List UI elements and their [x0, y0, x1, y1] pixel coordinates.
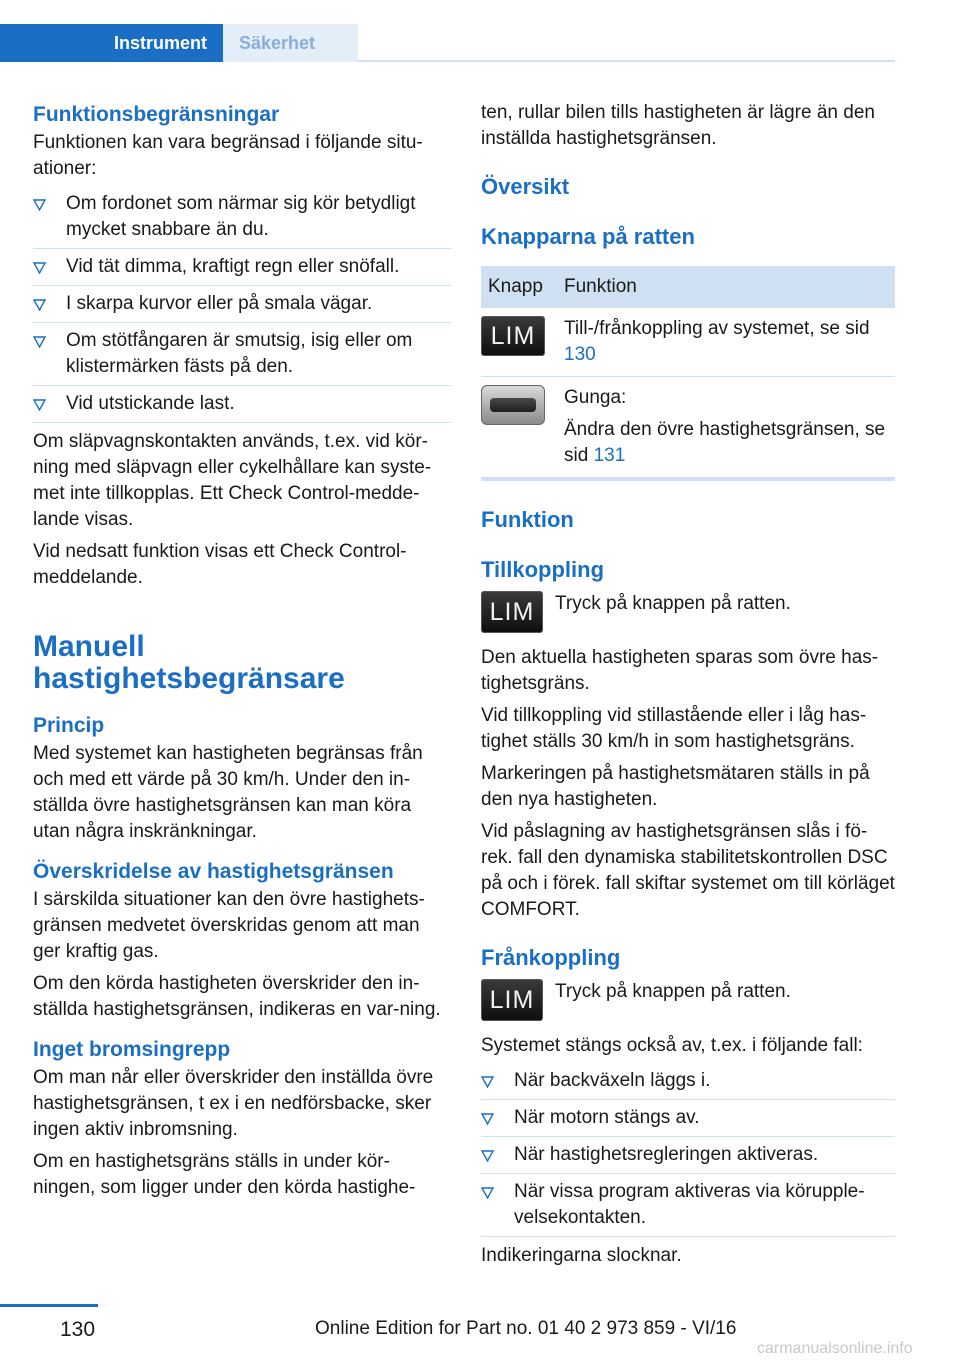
- row-text: Till-/frånkoppling av systemet, se sid: [564, 318, 870, 339]
- paragraph-off-2: Indikeringarna slocknar.: [481, 1245, 682, 1266]
- triangle-bullet-icon: [481, 1106, 495, 1132]
- page-link-131[interactable]: 131: [593, 445, 626, 466]
- lim-button-icon: LIM: [481, 979, 543, 1021]
- footer-rule: [0, 1304, 98, 1307]
- table-cell-function: [564, 316, 895, 368]
- triangle-bullet-icon: [33, 392, 47, 418]
- table-cell-button: [481, 385, 564, 469]
- column-header-function: Funktion: [564, 276, 637, 297]
- list-item-text: När vissa program aktiveras via körupple-velsekontakten.: [514, 1181, 865, 1228]
- table-cell-function: [564, 385, 895, 469]
- list-item: [33, 386, 451, 423]
- right-column: [481, 100, 895, 1269]
- lim-button-icon: LIM: [481, 316, 545, 356]
- heading-exceed: Överskridelse av hastighetsgränsen: [33, 860, 394, 883]
- list-item: [481, 1100, 895, 1137]
- page-number: 130: [60, 1318, 96, 1341]
- paragraph-limitations: Funktionen kan vara begränsad i följande situ-ationer:: [33, 132, 423, 179]
- paragraph-off-1: Systemet stängs också av, t.ex. i följande fall:: [481, 1035, 863, 1056]
- tab-sakerhet[interactable]: Säkerhet: [223, 24, 358, 62]
- row-text: Ändra den övre hastighetsgränsen, se sid: [564, 419, 886, 466]
- list-item-text: När motorn stängs av.: [514, 1107, 700, 1128]
- paragraph-on-2: Vid tillkoppling vid stillastående eller i låg has-tighet ställs 30 km/h in som hastighetsgräns.: [481, 705, 867, 752]
- triangle-bullet-icon: [33, 329, 47, 355]
- triangle-bullet-icon: [33, 192, 47, 218]
- table-cell-button: [481, 316, 564, 368]
- paragraph-trailer: Om släpvagnskontakten används, t.ex. vid kör-ning med släpvagn eller cykelhållare kan syste-met inte tillkopplas. Ett Check Control-medde-lande visas.: [33, 431, 432, 530]
- table-header: [481, 266, 895, 308]
- list-item: [33, 323, 451, 386]
- instruction-text: Tryck på knappen på ratten.: [555, 593, 791, 614]
- list-item: [481, 1063, 895, 1100]
- paragraph-continued: ten, rullar bilen tills hastigheten är lägre än den inställda hastighetsgränsen.: [481, 102, 875, 149]
- triangle-bullet-icon: [33, 292, 47, 318]
- header-tabs: [0, 24, 895, 62]
- heading-limitations: Funktionsbegränsningar: [33, 103, 280, 126]
- heading-principle: Princip: [33, 714, 105, 737]
- list-item-text: Om fordonet som närmar sig kör betydligt mycket snabbare än du.: [66, 193, 416, 240]
- paragraph-on-1: Den aktuella hastigheten sparas som övre has-tighetsgräns.: [481, 647, 879, 694]
- page-link-130[interactable]: 130: [564, 344, 596, 365]
- edition-note: Online Edition for Part no. 01 40 2 973 859 - VI/16: [315, 1318, 737, 1339]
- watermark: carmanualsonline.info: [757, 1340, 913, 1357]
- list-item: [33, 249, 451, 286]
- list-item-text: När backväxeln läggs i.: [514, 1070, 711, 1091]
- list-item-text: Vid tät dimma, kraftigt regn eller snöfall.: [66, 256, 400, 277]
- paragraph-exceed-1: I särskilda situationer kan den övre hastighets-gränsen medvetet överskridas genom att man ger kraftig gas.: [33, 889, 425, 962]
- left-column: [33, 100, 451, 1201]
- paragraph-on-4: Vid påslagning av hastighetsgränsen slås i fö-rek. fall den dynamiska stabilitetskontrollen DSC på och i förek. fall skiftar systemet om till körläget COMFORT.: [481, 821, 895, 920]
- switch-off-list: [481, 1063, 895, 1237]
- heading-function: Funktion: [481, 507, 574, 532]
- triangle-bullet-icon: [33, 255, 47, 281]
- list-item: [33, 186, 451, 249]
- heading-switch-off: Frånkoppling: [481, 945, 621, 970]
- table-row: [481, 308, 895, 377]
- tab-instrument[interactable]: Instrument: [0, 24, 223, 62]
- row-title: Gunga:: [564, 387, 627, 408]
- limitations-list: [33, 186, 451, 423]
- list-item-text: Om stötfångaren är smutsig, isig eller om klistermärken fästs på den.: [66, 330, 413, 377]
- list-item-text: När hastighetsregleringen aktiveras.: [514, 1144, 819, 1165]
- lim-button-icon: LIM: [481, 591, 543, 633]
- rocker-switch-icon: [481, 385, 545, 425]
- list-item-text: Vid utstickande last.: [66, 393, 235, 414]
- paragraph-reduced-function: Vid nedsatt funktion visas ett Check Control-meddelande.: [33, 541, 407, 588]
- switch-off-instruction: [481, 979, 895, 1021]
- paragraph-exceed-2: Om den körda hastigheten överskrider den in-ställda hastighetsgränsen, indikeras en var-ning.: [33, 973, 441, 1020]
- heading-wheel-buttons: Knapparna på ratten: [481, 224, 695, 249]
- list-item-text: I skarpa kurvor eller på smala vägar.: [66, 293, 373, 314]
- instruction-text: Tryck på knappen på ratten.: [555, 981, 791, 1002]
- column-header-button: Knapp: [488, 276, 543, 297]
- paragraph-principle: Med systemet kan hastigheten begränsas från och med ett värde på 30 km/h. Under den in-ställda övre hastighetsgränsen kan man köra utan några inskränkningar.: [33, 743, 423, 842]
- heading-manual-limiter: Manuell hastighetsbegränsare: [33, 630, 345, 695]
- table-row: [481, 377, 895, 477]
- switch-on-instruction: [481, 591, 895, 633]
- heading-switch-on: Tillkoppling: [481, 557, 605, 582]
- heading-no-brake: Inget bromsingrepp: [33, 1038, 231, 1061]
- list-item: [481, 1174, 895, 1237]
- buttons-table: [481, 266, 895, 481]
- triangle-bullet-icon: [481, 1143, 495, 1169]
- list-item: [481, 1137, 895, 1174]
- list-item: [33, 286, 451, 323]
- heading-overview: Översikt: [481, 174, 570, 199]
- paragraph-no-brake-1: Om man når eller överskrider den inställda övre hastighetsgränsen, t ex i en nedförsbacke, sker ingen aktiv inbromsning.: [33, 1067, 434, 1140]
- paragraph-on-3: Markeringen på hastighetsmätaren ställs in på den nya hastigheten.: [481, 763, 870, 810]
- triangle-bullet-icon: [481, 1180, 495, 1206]
- triangle-bullet-icon: [481, 1069, 495, 1095]
- paragraph-no-brake-2: Om en hastighetsgräns ställs in under kör-ningen, som ligger under den körda hastighe-: [33, 1151, 416, 1198]
